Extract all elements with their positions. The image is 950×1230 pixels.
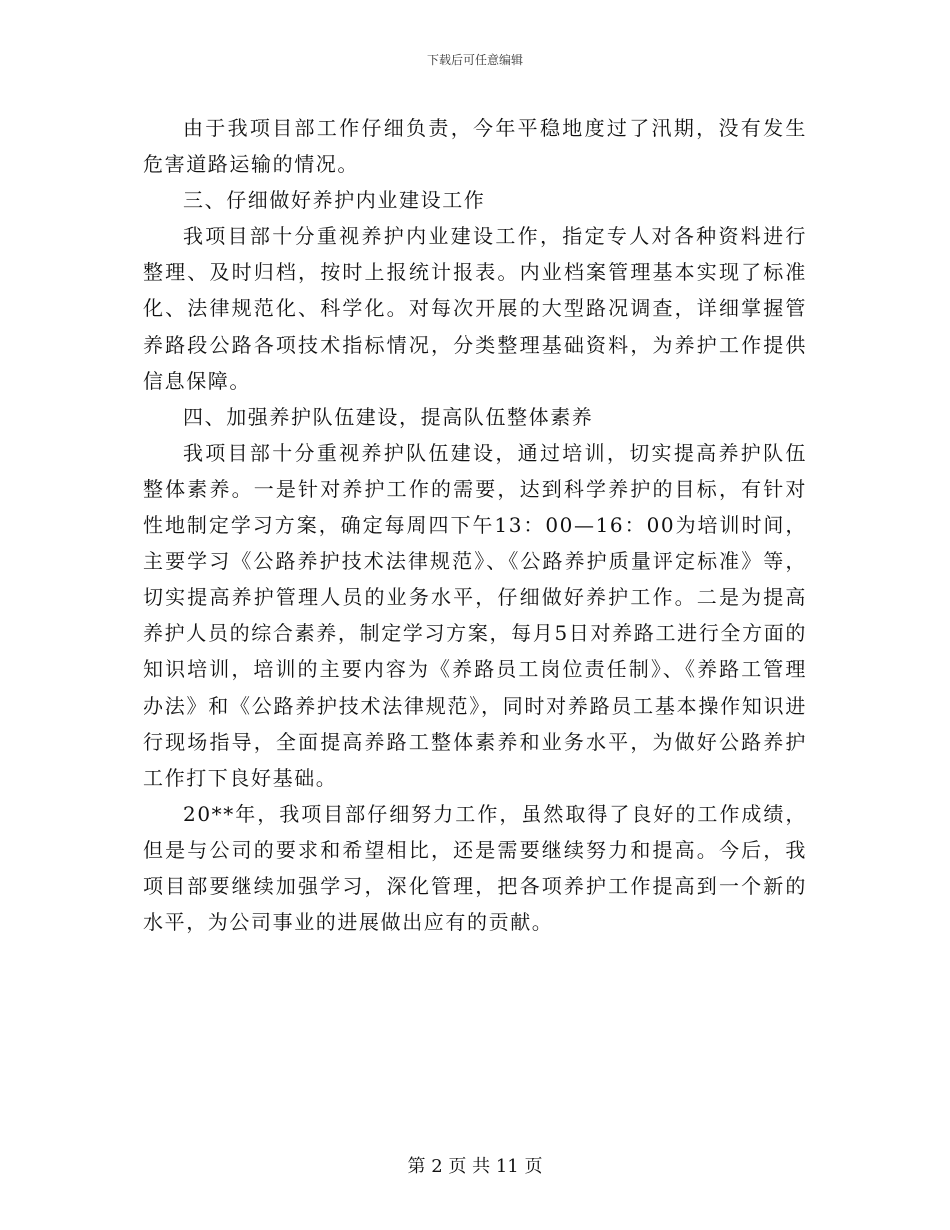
page-footer: 第 2 页 共 11 页 — [407, 1156, 543, 1177]
paragraph-team-building: 我项目部十分重视养护队伍建设，通过培训，切实提高养护队伍整体素养。一是针对养护工作的需要，达到科学养护的目标，有针对性地制定学习方案，确定每周四下午13：00—16：00为培训时间，主要学习《公路养护技术法律规范》、《公路养护质量评定标准》等，切实提高养护管理人员的业务水平，仔细做好养护工作。二是为提高养护人员的综合素养，制定学习方案，每月5日对养路工进行全方面的知识培训，培训的主要内容为《养路员工岗位责任制》、《养路工管理办法》和《公路养护技术法律规范》，同时对养路员工基本操作知识进行现场指导，全面提高养路工整体素养和业务水平，为做好公路养护工作打下良好基础。 — [143, 440, 807, 790]
paragraph-flood-season: 由于我项目部工作仔细负责，今年平稳地度过了汛期，没有发生危害道路运输的情况。 — [143, 116, 807, 177]
document-body — [143, 110, 807, 940]
page-header: 下载后可任意编辑 — [426, 53, 523, 67]
paragraph-internal-construction: 我项目部十分重视养护内业建设工作，指定专人对各种资料进行整理、及时归档，按时上报统计报表。内业档案管理基本实现了标准化、法律规范化、科学化。对每次开展的大型路况调查，详细掌握管养路段公路各项技术指标情况，分类整理基础资料，为养护工作提供信息保障。 — [143, 224, 807, 393]
paragraph-conclusion: 20**年，我项目部仔细努力工作，虽然取得了良好的工作成绩，但是与公司的要求和希望相比，还是需要继续努力和提高。今后，我项目部要继续加强学习，深化管理，把各项养护工作提高到一个新的水平，为公司事业的进展做出应有的贡献。 — [143, 801, 807, 935]
section-heading-4: 四、加强养护队伍建设，提高队伍整体素养 — [183, 404, 594, 429]
section-heading-3: 三、仔细做好养护内业建设工作 — [183, 188, 486, 213]
